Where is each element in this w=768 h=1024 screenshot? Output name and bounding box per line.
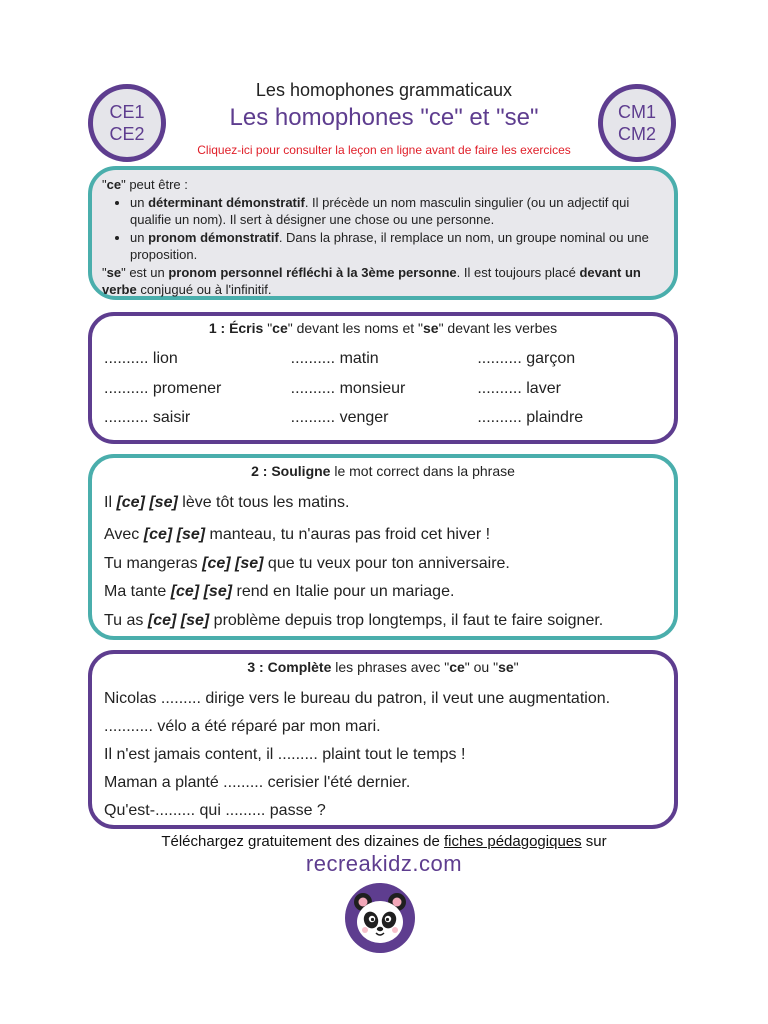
se-definition: "se" est un pronom personnel réfléchi à la 3ème personne. Il est toujours placé devant un verbe conjugué ou à l'infinitif.	[102, 264, 641, 297]
exercise-1	[88, 312, 678, 444]
title-text: "	[513, 659, 519, 675]
sentence	[104, 581, 674, 610]
word-row	[104, 350, 664, 380]
site-link[interactable]: recreakidz.com	[305, 851, 463, 876]
exercise-2-title	[92, 463, 674, 479]
definition-term: pronom démonstratif	[148, 229, 279, 245]
exercise-2	[88, 454, 678, 640]
exercise-verb: Écris	[229, 320, 264, 336]
ce-word: ce	[272, 320, 288, 336]
se-word: se	[106, 264, 122, 280]
sentence-text: rend en Italie pour un mariage.	[232, 583, 455, 600]
title-text: " devant les noms et "	[287, 320, 423, 336]
fill-sentence[interactable]: Il n'est jamais content, il ......... plaint tout le temps !	[104, 746, 466, 763]
footer-text	[0, 833, 768, 850]
sentence-text: Tu as	[104, 611, 148, 629]
se-term: pronom personnel réfléchi à la 3ème personne	[168, 264, 457, 280]
se-term: devant un verbe	[102, 264, 641, 297]
level-label: CM2	[617, 124, 656, 144]
word-item[interactable]: .......... laver	[477, 379, 561, 397]
word-item[interactable]: .......... venger	[290, 409, 389, 426]
ce-word: ce	[106, 177, 122, 192]
title-text: les phrases avec "	[331, 659, 450, 675]
exercise-verb: Souligne	[271, 463, 331, 479]
fill-sentence[interactable]: Nicolas ......... dirige vers le bureau du patron, il veut une augmentation.	[104, 690, 611, 707]
sentence-text: Ma tante	[104, 583, 171, 600]
sentence-text: Avec	[104, 526, 144, 543]
fill-sentence[interactable]: ........... vélo a été réparé par mon mari.	[104, 718, 381, 735]
ce-word: ce	[449, 659, 465, 675]
word-item[interactable]: .......... plaindre	[477, 409, 584, 426]
sentence-text: Il	[104, 494, 117, 511]
definition-item	[130, 194, 664, 229]
word-item[interactable]: .......... garçon	[477, 350, 576, 367]
exercise-verb: Complète	[267, 659, 332, 675]
sentence	[104, 553, 674, 582]
se-text: est un	[125, 264, 169, 280]
sentence-list	[104, 688, 674, 828]
definition-prefix: un	[130, 194, 149, 210]
answer-options[interactable]: [ce] [se]	[147, 611, 210, 629]
footer-text-part: sur	[581, 833, 607, 850]
lesson-link[interactable]: Cliquez-ici pour consulter la leçon en ligne avant de faire les exercices	[197, 143, 571, 157]
definition-term: déterminant démonstratif	[148, 194, 305, 210]
exercise-number: 3 :	[247, 659, 268, 675]
sentence-text: problème depuis trop longtemps, il faut te faire soigner.	[209, 611, 604, 629]
word-row	[104, 409, 664, 439]
word-item[interactable]: .......... monsieur	[290, 379, 406, 397]
se-word: se	[422, 320, 439, 336]
level-label: CM1	[617, 102, 656, 122]
title-text: " devant les verbes	[438, 320, 558, 336]
exercise-3-title	[92, 659, 674, 675]
sentence-text: Tu mangeras	[104, 554, 203, 572]
word-item[interactable]: .......... promener	[104, 379, 222, 397]
sentence	[104, 524, 674, 553]
word-item[interactable]: .......... lion	[104, 350, 178, 367]
level-label: CE2	[109, 124, 145, 144]
level-label: CE1	[109, 102, 145, 122]
se-text: conjugué ou à l'infinitif.	[136, 282, 272, 297]
word-item[interactable]: .......... matin	[290, 350, 379, 367]
se-text: . Il est toujours placé	[456, 264, 580, 280]
ce-definitions	[102, 194, 664, 264]
word-grid	[104, 350, 664, 439]
definition-text: . Dans la phrase, il remplace un nom, un groupe nominal ou une proposition.	[130, 229, 649, 262]
title-text: le mot correct dans la phrase	[330, 463, 515, 479]
ce-intro-text: peut être :	[125, 177, 188, 192]
fill-sentence[interactable]: Maman a planté ......... cerisier l'été dernier.	[104, 774, 411, 791]
definition-item	[130, 229, 664, 264]
word-row	[104, 380, 664, 410]
exercise-3	[88, 650, 678, 829]
title-text: " ou "	[464, 659, 499, 675]
answer-options[interactable]: [ce] [se]	[116, 494, 178, 511]
exercise-number: 2 :	[251, 463, 272, 479]
word-item[interactable]: .......... saisir	[104, 409, 191, 426]
exercise-number: 1 :	[208, 320, 230, 336]
lesson-box	[88, 166, 678, 300]
answer-options[interactable]: [ce] [se]	[202, 554, 264, 572]
definition-text: . Il précède un nom masculin singulier (ou un adjectif qui qualifie un nom). Il sert à désigner une chose ou une personne.	[130, 194, 630, 227]
definition-prefix: un	[130, 229, 149, 245]
panda-icon	[344, 882, 416, 954]
sentence-text: que tu veux pour ton anniversaire.	[263, 554, 510, 572]
fill-sentence[interactable]: Qu'est-......... qui ......... passe ?	[104, 802, 326, 819]
sentence-text: lève tôt tous les matins.	[177, 494, 350, 511]
answer-options[interactable]: [ce] [se]	[143, 526, 206, 543]
title-text: "	[263, 320, 273, 336]
sentence-list	[104, 492, 674, 638]
footer-link[interactable]: fiches pédagogiques	[444, 833, 582, 850]
exercise-1-title	[92, 320, 674, 336]
page-supertitle: Les homophones grammaticaux	[255, 80, 513, 100]
se-word: se	[498, 659, 514, 675]
sentence	[104, 492, 674, 524]
page-title: Les homophones "ce" et "se"	[229, 104, 539, 131]
sentence-text: manteau, tu n'auras pas froid cet hiver !	[205, 526, 491, 543]
footer-text-part: Téléchargez gratuitement des dizaines de	[161, 833, 445, 850]
sentence	[104, 610, 674, 639]
answer-options[interactable]: [ce] [se]	[170, 583, 233, 600]
ce-intro: "ce" peut être :	[102, 177, 188, 192]
